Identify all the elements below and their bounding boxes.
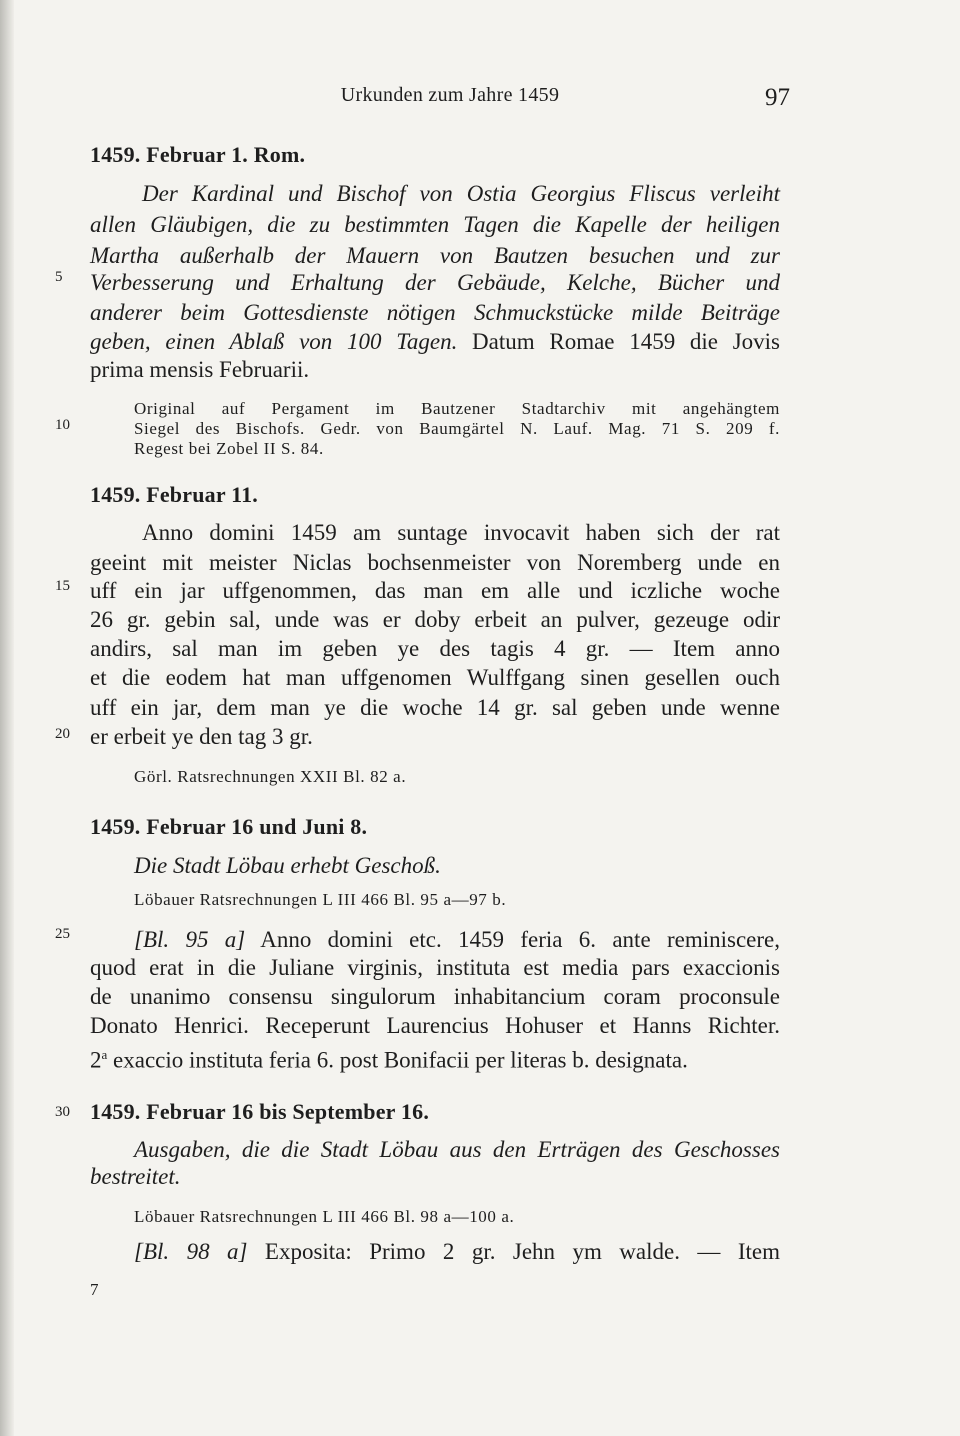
regest-line: allen Gläubigen, die zu bestimmten Tagen die Kapelle der heiligen [90, 212, 780, 237]
line-number: 30 [55, 1104, 70, 1120]
text-line: Donato Henrici. Receperunt Laurencius Hohuser et Hanns Richter. [90, 1013, 780, 1038]
regest-line: anderer beim Gottesdienste nötigen Schmuckstücke milde Beiträge [90, 300, 780, 325]
text-line [134, 1237, 780, 1266]
text-line: Anno domini 1459 am suntage invocavit haben sich der rat [142, 520, 780, 545]
signature-mark: 7 [90, 1280, 99, 1299]
line-number: 15 [55, 578, 70, 594]
source-note: Original auf Pergament im Bautzener Stadtarchiv mit angehängtem [134, 399, 780, 418]
running-title: Urkunden zum Jahre 1459 [340, 84, 560, 106]
line-number: 20 [55, 726, 70, 742]
dating-clause: Datum Romae 1459 die Jovis [457, 329, 780, 354]
source-note: Görl. Ratsrechnungen XXII Bl. 82 a. [134, 767, 407, 786]
entry-heading: 1459. Februar 11. [90, 482, 258, 507]
text-line: 26 gr. gebin sal, unde was er doby erbeit an pulver, gezeuge odir [90, 607, 780, 632]
folio-mark: [Bl. 98 a] [134, 1239, 248, 1264]
regest-line: Der Kardinal und Bischof von Ostia Georgius Fliscus verleiht [142, 181, 780, 206]
text-line [134, 925, 780, 954]
text-line: geeint mit meister Niclas bochsenmeister von Noremberg unde en [90, 550, 780, 575]
source-note: Löbauer Ratsrechnungen L III 466 Bl. 95 a—97 b. [134, 890, 507, 909]
source-note: Regest bei Zobel II S. 84. [134, 439, 324, 458]
entry-heading: 1459. Februar 1. Rom. [90, 142, 306, 167]
entry-heading: 1459. Februar 16 bis September 16. [90, 1099, 430, 1124]
regest-line: bestreitet. [90, 1164, 181, 1189]
regest-line: Verbesserung und Erhaltung der Gebäude, Kelche, Bücher und [90, 270, 780, 295]
text-line: de unanimo consensu singulorum inhabitancium coram proconsule [90, 984, 780, 1009]
source-note: Löbauer Ratsrechnungen L III 466 Bl. 98 a—100 a. [134, 1207, 515, 1226]
superscript: a [101, 1047, 108, 1062]
text-line: uff ein jar, dem man ye die woche 14 gr. sal geben unde wenne [90, 695, 780, 720]
text-line: quod erat in die Juliane virginis, instituta est media pars exaccionis [90, 955, 780, 980]
line-number: 10 [55, 417, 70, 433]
folio-mark: [Bl. 95 a] [134, 927, 246, 952]
regest-italic-part: geben, einen Ablaß von 100 Tagen. [90, 329, 458, 354]
regest-line: Ausgaben, die die Stadt Löbau aus den Erträgen des Geschosses [134, 1137, 780, 1162]
page-number: 97 [765, 84, 790, 111]
text-line [90, 1040, 780, 1075]
regest-line: prima mensis Februarii. [90, 357, 310, 382]
binding-shadow [0, 0, 14, 1436]
text-line: er erbeit ye den tag 3 gr. [90, 724, 313, 749]
text-line: et die eodem hat man uffgenomen Wulffgang sinen gesellen ouch [90, 665, 780, 690]
regest-line: Die Stadt Löbau erhebt Geschoß. [134, 853, 441, 878]
text-line: uff ein jar uffgenommen, das man em alle und iczliche woche [90, 578, 780, 603]
text-segment: 2 [90, 1047, 102, 1073]
source-note: Siegel des Bischofs. Gedr. von Baumgärtel N. Lauf. Mag. 71 S. 209 f. [134, 419, 780, 438]
text-segment: exaccio instituta feria 6. post Bonifacii per literas b. designata. [107, 1047, 688, 1073]
text-line: andirs, sal man im geben ye des tagis 4 gr. — Item anno [90, 636, 780, 661]
text-segment: Exposita: Primo 2 gr. Jehn ym walde. — Item [247, 1239, 780, 1264]
line-number: 25 [55, 926, 70, 942]
regest-line: Martha außerhalb der Mauern von Bautzen besuchen und zur [90, 243, 780, 268]
entry-heading: 1459. Februar 16 und Juni 8. [90, 814, 368, 839]
regest-line [90, 327, 780, 356]
line-number: 5 [55, 269, 63, 285]
text-segment: Anno domini etc. 1459 feria 6. ante reminiscere, [245, 927, 780, 952]
